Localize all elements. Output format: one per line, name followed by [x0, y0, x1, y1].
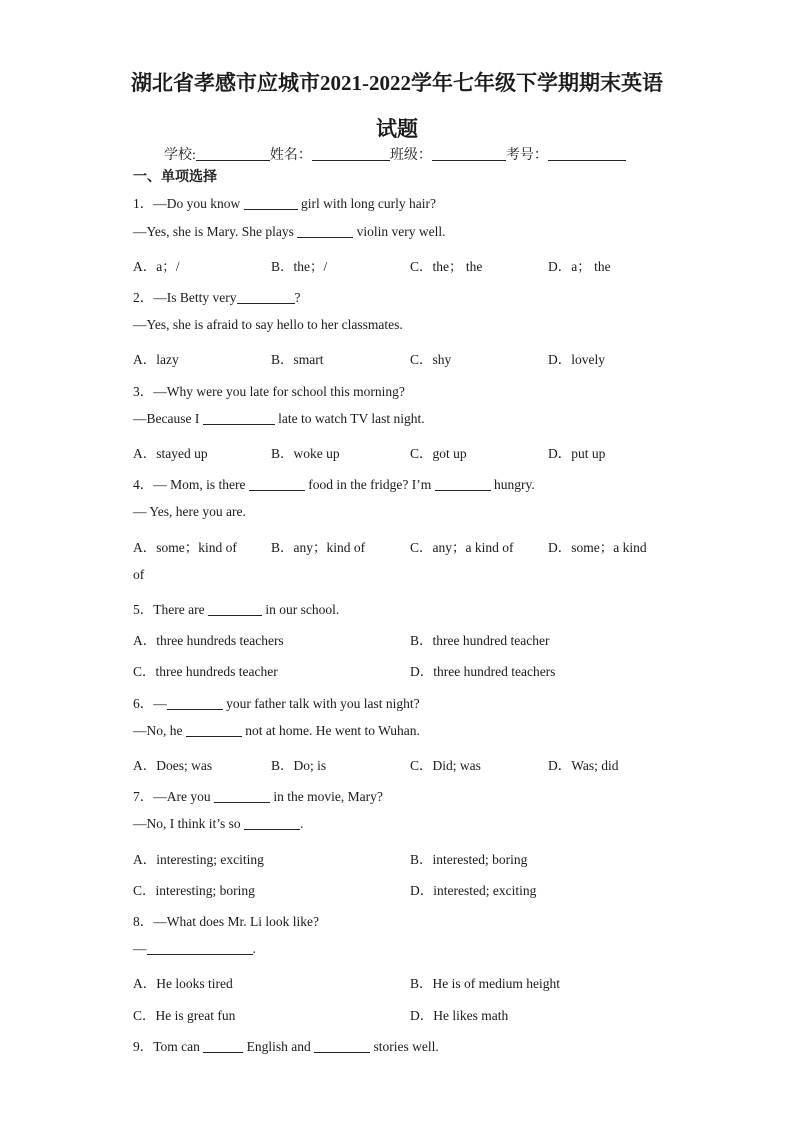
- question-2-reply: —Yes, she is afraid to say hello to her classmates.: [133, 317, 403, 332]
- reply-text: .: [252, 941, 256, 956]
- answer-blank[interactable]: [244, 816, 300, 830]
- question-6-reply: [133, 723, 420, 739]
- prompt-text: —Is Betty very: [153, 290, 237, 305]
- question-6-option-b[interactable]: B．Do; is: [271, 758, 327, 773]
- prompt-text: in the movie, Mary?: [270, 789, 383, 804]
- prompt-text: — Mom, is there: [153, 477, 249, 492]
- question-1-prompt: [133, 192, 436, 212]
- answer-blank[interactable]: [203, 1039, 243, 1053]
- question-8-option-c[interactable]: C．He is great fun: [133, 1008, 236, 1023]
- prompt-text: hungry.: [490, 477, 535, 492]
- question-9-prompt: [133, 1035, 439, 1055]
- question-3-reply: [133, 411, 425, 427]
- question-6-prompt: [133, 692, 420, 712]
- question-4-reply: — Yes, here you are.: [133, 504, 246, 519]
- reply-text: —Because I: [133, 411, 203, 426]
- answer-blank[interactable]: [147, 941, 253, 955]
- prompt-text: ?: [294, 290, 301, 305]
- answer-blank[interactable]: [203, 411, 275, 425]
- document-title: 湖北省孝感市应城市2021-2022学年七年级下学期期末英语: [131, 71, 663, 95]
- question-3-option-d[interactable]: D．put up: [548, 446, 606, 461]
- question-3-option-b[interactable]: B．woke up: [271, 446, 340, 461]
- question-6-option-a[interactable]: A．Does; was: [133, 758, 213, 773]
- reply-text: —No, he: [133, 723, 186, 738]
- question-8-option-d[interactable]: D．He likes math: [410, 1008, 509, 1023]
- prompt-text: Tom can: [153, 1039, 204, 1054]
- exam-number-label: 考号：: [505, 148, 548, 163]
- prompt-text: —Why were you late for school this morning?: [153, 384, 405, 399]
- question-3-option-a[interactable]: A．stayed up: [133, 446, 208, 461]
- school-label: 学校:: [164, 148, 196, 163]
- question-number: 8．: [133, 914, 154, 929]
- question-6-option-d[interactable]: D．Was; did: [548, 758, 619, 773]
- document-title-continued: 试题: [376, 117, 418, 141]
- prompt-text: There are: [153, 602, 208, 617]
- exam-number-field[interactable]: [548, 146, 626, 161]
- answer-blank[interactable]: [208, 602, 262, 616]
- question-7-option-c[interactable]: C．interesting; boring: [133, 883, 255, 898]
- question-number: 2．: [133, 290, 154, 305]
- question-7-option-d[interactable]: D．interested; exciting: [410, 883, 537, 898]
- question-2-option-a[interactable]: A．lazy: [133, 352, 179, 367]
- question-number: 1．: [133, 196, 154, 211]
- prompt-text: food in the fridge? I’m: [304, 477, 435, 492]
- name-label: 姓名：: [269, 148, 312, 163]
- question-3-option-c[interactable]: C．got up: [410, 446, 467, 461]
- prompt-text: your father talk with you last night?: [222, 696, 420, 711]
- question-number: 9．: [133, 1039, 154, 1054]
- question-4-option-b[interactable]: B．any；kind of: [271, 540, 366, 555]
- question-3-prompt: [133, 380, 405, 400]
- question-1-option-d[interactable]: D．a； the: [548, 259, 611, 274]
- question-number: 3．: [133, 384, 154, 399]
- question-7-option-b[interactable]: B．interested; boring: [410, 852, 528, 867]
- prompt-text: in our school.: [261, 602, 340, 617]
- question-1-option-c[interactable]: C．the； the: [410, 259, 483, 274]
- question-5-option-b[interactable]: B．three hundred teacher: [410, 633, 550, 648]
- question-2-option-c[interactable]: C．shy: [410, 352, 452, 367]
- answer-blank[interactable]: [167, 696, 223, 710]
- question-5-prompt: [133, 598, 339, 618]
- school-field[interactable]: [196, 146, 270, 161]
- question-number: 7．: [133, 789, 154, 804]
- question-7-reply: [133, 816, 303, 832]
- prompt-text: —Do you know: [153, 196, 244, 211]
- class-field[interactable]: [432, 146, 506, 161]
- question-5-option-c[interactable]: C．three hundreds teacher: [133, 664, 278, 679]
- question-1-option-a[interactable]: A．a；/: [133, 259, 180, 274]
- question-5-option-d[interactable]: D．three hundred teachers: [410, 664, 556, 679]
- prompt-text: English and: [243, 1039, 315, 1054]
- reply-text: .: [300, 816, 304, 831]
- question-number: 4．: [133, 477, 154, 492]
- section-title: 一、单项选择: [133, 170, 217, 185]
- reply-text: —: [133, 941, 147, 956]
- prompt-text: —Are you: [153, 789, 214, 804]
- question-number: 6．: [133, 696, 154, 711]
- name-field[interactable]: [312, 146, 390, 161]
- question-number: 5．: [133, 602, 154, 617]
- question-4-option-d-wrap: of: [133, 567, 145, 582]
- question-8-prompt: [133, 910, 319, 930]
- reply-text: —No, I think it’s so: [133, 816, 245, 831]
- reply-text: —Yes, she is Mary. She plays: [133, 224, 298, 239]
- prompt-text: —: [153, 696, 167, 711]
- question-1-option-b[interactable]: B．the；/: [271, 259, 328, 274]
- question-4-option-d[interactable]: D．some；a kind: [548, 540, 647, 555]
- question-5-option-a[interactable]: A．three hundreds teachers: [133, 633, 284, 648]
- question-4-option-c[interactable]: C．any；a kind of: [410, 540, 514, 555]
- answer-blank[interactable]: [249, 477, 305, 491]
- answer-blank[interactable]: [244, 196, 298, 210]
- question-4-option-a[interactable]: A．some；kind of: [133, 540, 237, 555]
- reply-text: not at home. He went to Wuhan.: [241, 723, 420, 738]
- answer-blank[interactable]: [297, 224, 353, 238]
- question-4-prompt: [133, 473, 535, 493]
- question-6-option-c[interactable]: C．Did; was: [410, 758, 481, 773]
- question-8-option-a[interactable]: A．He looks tired: [133, 976, 233, 991]
- reply-text: violin very well.: [353, 224, 446, 239]
- prompt-text: —What does Mr. Li look like?: [153, 914, 319, 929]
- question-8-option-b[interactable]: B．He is of medium height: [410, 976, 560, 991]
- question-7-prompt: [133, 785, 383, 805]
- reply-text: late to watch TV last night.: [274, 411, 425, 426]
- prompt-text: girl with long curly hair?: [297, 196, 436, 211]
- question-2-option-b[interactable]: B．smart: [271, 352, 324, 367]
- class-label: 班级：: [389, 148, 432, 163]
- student-info-line: [164, 144, 626, 164]
- answer-blank[interactable]: [435, 477, 491, 491]
- question-2-option-d[interactable]: D．lovely: [548, 352, 605, 367]
- answer-blank[interactable]: [314, 1039, 370, 1053]
- question-8-reply: [133, 941, 256, 957]
- question-7-option-a[interactable]: A．interesting; exciting: [133, 852, 264, 867]
- question-2-prompt: [133, 286, 301, 306]
- prompt-text: stories well.: [370, 1039, 439, 1054]
- answer-blank[interactable]: [214, 789, 270, 803]
- question-1-reply: [133, 224, 446, 240]
- answer-blank[interactable]: [237, 290, 295, 304]
- answer-blank[interactable]: [186, 723, 242, 737]
